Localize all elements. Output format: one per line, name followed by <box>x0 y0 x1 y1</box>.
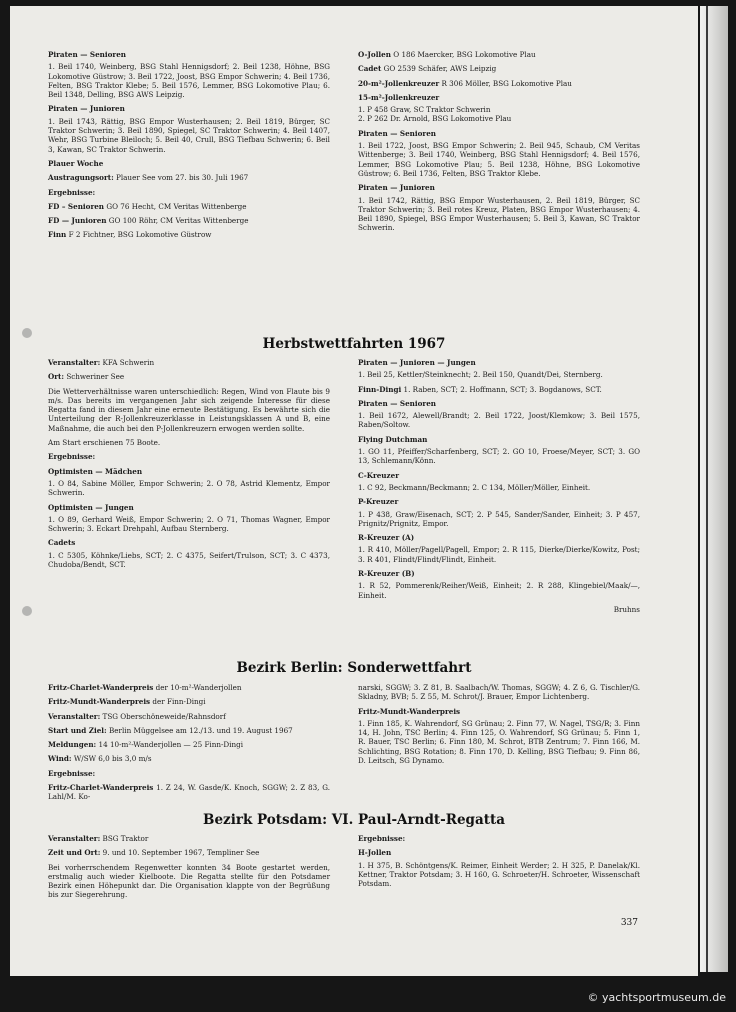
entry-text: Plauer See vom 27. bis 30. Juli 1967 <box>116 173 249 183</box>
entry-text: der Finn-Dingi <box>152 697 206 707</box>
punch-hole <box>22 606 32 616</box>
entry-text: 14 10-m²-Wanderjollen — 25 Finn-Dingi <box>98 740 244 750</box>
entry <box>358 93 640 124</box>
entry <box>358 435 640 466</box>
entry-heading: Austragungsort: <box>48 173 114 183</box>
entry-text: KFA Schwerin <box>102 358 155 367</box>
entry <box>48 726 330 735</box>
entry <box>358 569 640 600</box>
book-spine <box>700 6 728 972</box>
entry <box>358 707 640 766</box>
page-number: 337 <box>620 918 638 928</box>
entry-heading: H-Jollen <box>358 848 392 858</box>
entry <box>48 372 330 381</box>
entry-heading: Ergebnisse: <box>358 834 406 843</box>
top-right-column <box>358 50 640 238</box>
entry-heading: Piraten — Junioren — Jungen <box>358 358 476 367</box>
entry-heading: Cadet <box>358 64 382 74</box>
entry-heading: Ergebnisse: <box>48 768 96 778</box>
entry <box>48 538 330 569</box>
entry-heading: Ergebnisse: <box>48 187 96 197</box>
entry-text: 1. Finn 185, K. Wahrendorf, SG Grünau; 2. Finn 77, W. Nagel, TSG/R; 3. Finn 14, H. John, TSC Berlin; 4. Finn 125, O. Wahrendorf, SG Grünau; 5. Finn 1, R. Bauer, TSC Berlin; 6. Finn 180, M. Schrot, BTB Zentrum; 7. Finn 166, M. Schlichting, BSG Rotation; 8. Finn 170, D. Kelling, BSG Tiefbau; 9. Finn 86, D. Leitsch, SG Dynamo. <box>358 718 640 766</box>
entry-text: 1. GO 11, Pfeiffer/Scharfenberg, SCT; 2. GO 10, Froese/Meyer, SCT; 3. GO 13, Schlemann/Könn. <box>358 447 640 466</box>
entry <box>358 358 640 380</box>
entry-text: 1. O 84, Sabine Möller, Empor Schwerin; 2. O 78, Astrid Klementz, Empor Schwerin. <box>48 478 330 498</box>
entry <box>358 834 640 843</box>
entry-heading: Veranstalter: <box>48 358 101 367</box>
entry-text: 1. Beil 1740, Weinberg, BSG Stahl Hennigsdorf; 2. Beil 1238, Höhne, BSG Lokomotive Güstrow; 3. Beil 1722, Joost, BSG Empor Schwerin; 4. Beil 1736, Felten, BSG Traktor Klebe; 5. Beil 1576, Lemmer, BSG Lokomotive Plau; 6. Beil 1348, Delling, BSG AWS Leipzig. <box>48 62 330 100</box>
entry-text: TSG Oberschöneweide/Rahnsdorf <box>102 711 226 721</box>
entry-text: 1. Raben, SCT; 2. Hoffmann, SCT; 3. Bogdanows, SCT. <box>403 384 602 394</box>
entry-heading: Fritz-Charlet-Wanderpreis <box>48 683 154 692</box>
entry-heading: Piraten — Junioren <box>358 183 435 193</box>
section-title-berlin: Bezirk Berlin: Sonderwettfahrt <box>236 660 472 676</box>
entry-text: 1. R 52, Pommerenk/Reiher/Weiß, Einheit; 2. R 288, Klingebiel/Maak/—, Einheit. <box>358 581 640 600</box>
potsdam-right-column <box>358 834 640 893</box>
entry <box>358 385 640 394</box>
entry-heading: Fritz-Mundt-Wanderpreis <box>358 706 461 716</box>
entry-text: 1. Z 24, W. Gasde/K. Knoch, SGGW; 2. Z 83, G. Lahl/M. Ko- <box>48 783 330 802</box>
entry-text: Bei vorherrschendem Regenwetter konnten 34 Boote gestartet werden, erstmalig auch wieder Kielboote. Die Regatta stellte für den Potsdamer Bezirk einen Höhepunkt dar. Die Organisation klappte von der Begrüßung bis zur Siegerehrung. <box>48 862 330 900</box>
entry-heading: Ergebnisse: <box>48 452 96 462</box>
entry <box>358 683 640 702</box>
entry-text: F 2 Fichtner, BSG Lokomotive Güstrow <box>68 230 212 240</box>
entry-heading: C-Kreuzer <box>358 470 399 480</box>
entry-heading: Fritz-Mundt-Wanderpreis <box>48 697 151 707</box>
signature: Bruhns <box>613 604 640 614</box>
book-page <box>10 6 698 976</box>
entry <box>358 848 640 888</box>
entry-heading: Finn-Dingi <box>358 384 402 394</box>
entry-text: O 186 Maercker, BSG Lokomotive Plau <box>393 50 536 59</box>
entry-text: 1. Beil 1743, Rättig, BSG Empor Wusterhausen; 2. Beil 1819, Bürger, SC Traktor Schwerin; 3. Beil 1890, Spiegel, SC Traktor Schwerin; 4. Beil 1407, Wehr, BSG Turbine Bleiloch; 5. Beil 40, Crull, BSG Tiefbau Schwerin; 6. Beil 3, Kawan, SC Traktor Schwerin. <box>48 116 330 154</box>
entry <box>358 497 640 528</box>
entry-text: der 10-m²-Wanderjollen <box>155 683 242 692</box>
entry <box>48 188 330 197</box>
entry-heading: O-Jollen <box>358 50 391 59</box>
entry-text: BSG Traktor <box>102 834 149 843</box>
entry-heading: Veranstalter: <box>48 834 101 843</box>
entry <box>48 863 330 900</box>
entry <box>358 129 640 178</box>
herbst-right-column <box>358 358 640 614</box>
entry-text: Die Wetterverhältnisse waren unterschiedlich: Regen, Wind von Flaute bis 9 m/s. Das bereits im vergangenen Jahr sich zeigende Interesse für diese Regatta fand in diesem Jahr eine erneute Bestätigung. Es bewährte sich die Unterteilung der R-Jollenkreuzerklasse in Leistungsklassen A und B, eine Maßnahme, die auch bei den P-Jollenkreuzern erwogen werden sollte. <box>48 386 330 433</box>
entry-heading: Plauer Woche <box>48 158 104 168</box>
entry-text: Am Start erschienen 75 Boote. <box>48 438 161 448</box>
entry-text: 1. Beil 1672, Alewell/Brandt; 2. Beil 1722, Joost/Klemkow; 3. Beil 1575, Raben/Soltow. <box>358 411 640 430</box>
entry <box>358 64 640 73</box>
entry-heading: Piraten — Senioren <box>48 50 126 59</box>
page-edge <box>706 6 708 972</box>
entry <box>48 683 330 692</box>
entry <box>48 769 330 778</box>
entry-text: 1. Beil 1742, Rättig, BSG Empor Wusterhausen, 2. Beil 1819, Bürger, SC Traktor Schwerin; 3. Beil rotes Kreuz, Platen, BSG Empor Wusterhausen; 4. Beil 1890, Spiegel, BSG Empor Wusterhausen; 5. Beil 3, Kawan, SC Traktor Schwerin. <box>358 195 640 233</box>
berlin-right-column <box>358 683 640 770</box>
entry-heading: Zeit und Ort: <box>48 848 101 858</box>
entry <box>48 740 330 749</box>
entry <box>48 783 330 802</box>
entry <box>48 503 330 534</box>
herbst-right-entries <box>358 358 640 600</box>
entry <box>48 358 330 367</box>
entry-heading: Piraten — Junioren <box>48 104 125 114</box>
entry <box>48 216 330 225</box>
entry-heading: Piraten — Senioren <box>358 128 436 138</box>
entry-text: narski, SGGW; 3. Z 81, B. Saalbach/W. Thomas, SGGW; 4. Z 6, G. Tischler/G. Skladny, BVB; 5. Z 55, M. Schrot/J. Brauer, Empor Lichtenberg. <box>358 683 640 702</box>
entry-text: 1. H 375, B. Schöntgens/K. Reimer, Einheit Werder; 2. H 325, P. Danelak/Kl. Kettner, Traktor Potsdam; 3. H 160, G. Schroeter/H. Schroeter, Wissenschaft Potsdam. <box>358 860 640 889</box>
entry <box>48 104 330 153</box>
entry-heading: FD – Senioren <box>48 201 105 211</box>
entry-heading: P-Kreuzer <box>358 497 399 507</box>
entry-text: GO 76 Hecht, CM Veritas Wittenberge <box>106 201 247 211</box>
herbst-left-column <box>48 358 330 574</box>
entry-heading: Cadets <box>48 538 76 548</box>
entry-heading: Ort: <box>48 372 65 382</box>
entry-heading: Finn <box>48 230 67 240</box>
entry-text: 1. O 89, Gerhard Weiß, Empor Schwerin; 2. O 71, Thomas Wagner, Empor Schwerin; 3. Eckart Drehpahl, Aufbau Sternberg. <box>48 514 330 534</box>
entry-text: 9. und 10. September 1967, Templiner See <box>102 848 260 858</box>
entry <box>358 399 640 430</box>
entry-heading: R-Kreuzer (A) <box>358 533 415 543</box>
entry-text: R 306 Möller, BSG Lokomotive Plau <box>441 78 572 88</box>
entry <box>48 697 330 706</box>
entry-heading: Flying Dutchman <box>358 434 428 444</box>
entry <box>48 467 330 498</box>
entry-heading: 20-m²-Jollenkreuzer <box>358 78 440 88</box>
entry-text: 1. P 438, Graw/Eisenach, SCT; 2. P 545, Sander/Sander, Einheit; 3. P 457, Prignitz/Prignitz, Empor. <box>358 509 640 528</box>
section-title-herbst: Herbstwettfahrten 1967 <box>262 336 446 352</box>
entry-heading: Piraten — Senioren <box>358 398 436 408</box>
potsdam-left-column <box>48 834 330 905</box>
entry-text: 1. Beil 25, Kettler/Steinknecht; 2. Beil 150, Quandt/Dei, Sternberg. <box>358 370 603 380</box>
entry-text: GO 100 Röhr, CM Veritas Wittenberge <box>108 216 249 226</box>
entry <box>48 159 330 168</box>
entry-heading: Veranstalter: <box>48 711 101 721</box>
entry <box>48 230 330 239</box>
entry-heading: Fritz-Charlet-Wanderpreis <box>48 783 154 793</box>
entry-text: Schweriner See <box>66 372 125 382</box>
entry-text: 1. P 458 Graw, SC Traktor Schwerin 2. P 262 Dr. Arnold, BSG Lokomotive Plau <box>358 105 512 124</box>
entry-heading: 15-m²-Jollenkreuzer <box>358 92 440 102</box>
entry-heading: Start und Ziel: <box>48 725 107 735</box>
entry <box>358 50 640 59</box>
entry-text: W/SW 6,0 bis 3,0 m/s <box>73 754 152 764</box>
entry <box>358 533 640 564</box>
entry <box>48 834 330 843</box>
entry <box>48 173 330 182</box>
entry-heading: Optimisten — Jungen <box>48 502 134 512</box>
entry <box>358 79 640 88</box>
entry <box>48 712 330 721</box>
entry <box>48 438 330 447</box>
watermark-credit: © yachtsportmuseum.de <box>587 991 726 1004</box>
entry-heading: R-Kreuzer (B) <box>358 569 415 579</box>
entry <box>358 471 640 493</box>
berlin-left-column <box>48 683 330 807</box>
entry-text: 1. C 5305, Köhnke/Liebs, SCT; 2. C 4375, Seifert/Trulson, SCT; 3. C 4373, Chudoba/Bendt, SCT. <box>48 550 330 570</box>
entry-heading: Optimisten — Mädchen <box>48 466 143 476</box>
entry <box>358 183 640 232</box>
entry-heading: Meldungen: <box>48 740 97 750</box>
section-title-potsdam: Bezirk Potsdam: VI. Paul-Arndt-Regatta <box>203 812 505 828</box>
entry <box>48 202 330 211</box>
entry <box>48 387 330 433</box>
entry-text: 1. R 410, Möller/Pagell/Pagell, Empor; 2. R 115, Dierke/Dierke/Kowitz, Post; 3. R 401, Flindt/Flindt/Flindt, Einheit. <box>358 545 640 564</box>
entry <box>48 452 330 461</box>
entry-text: 1. Beil 1722, Joost, BSG Empor Schwerin; 2. Beil 945, Schaub, CM Veritas Wittenberge; 3. Beil 1740, Weinberg, BSG Stahl Hennigsdorf; 4. Beil 1576, Lemmer, BSG Lokomotive Plau; 5. Beil 1238, Höhne, BSG Lokomotive Güstrow; 6. Beil 1736, Felten, BSG Traktor Klebe. <box>358 141 640 178</box>
entry <box>48 50 330 99</box>
entry-text: GO 2539 Schäfer, AWS Leipzig <box>383 64 497 74</box>
entry-text: 1. C 92, Beckmann/Beckmann; 2. C 134, Möller/Möller, Einheit. <box>358 482 591 492</box>
entry-text: Berlin Müggelsee am 12./13. und 19. August 1967 <box>109 725 293 735</box>
entry-heading: Wind: <box>48 754 72 764</box>
entry-heading: FD — Junioren <box>48 216 107 226</box>
entry <box>48 848 330 857</box>
entry <box>48 754 330 763</box>
top-left-column <box>48 50 330 245</box>
